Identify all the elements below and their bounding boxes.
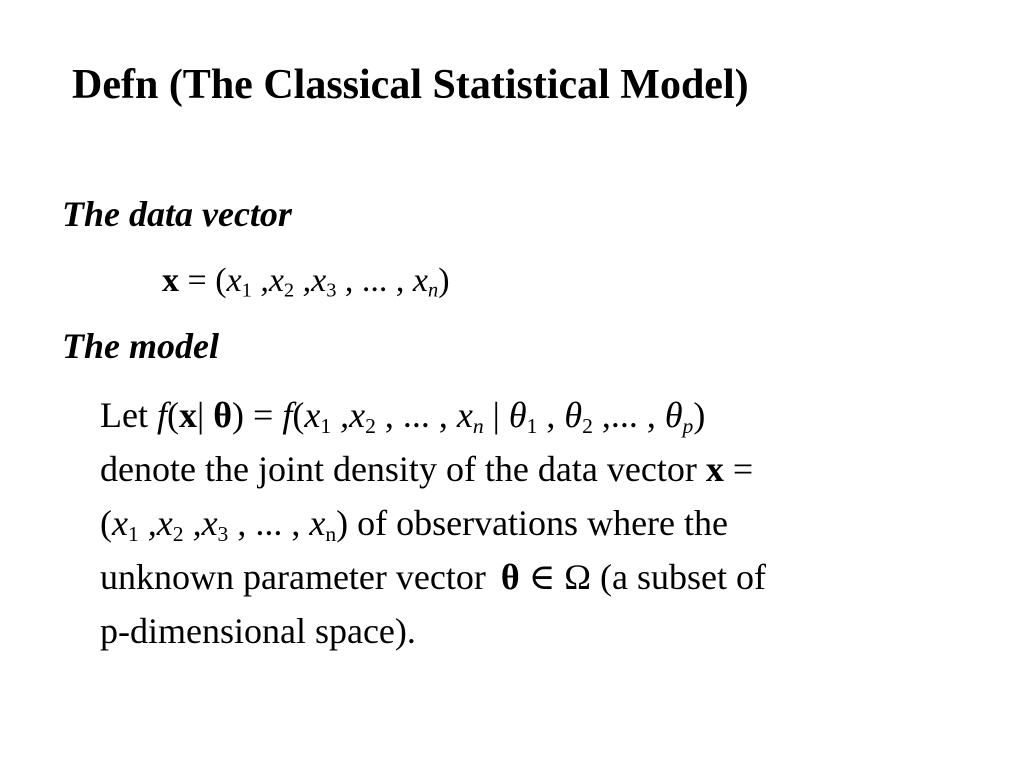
theta-bold: θ xyxy=(213,395,233,435)
x1: x xyxy=(304,395,321,435)
theta-sub-p: p xyxy=(682,414,694,439)
model-description xyxy=(100,388,970,658)
comma: , xyxy=(537,395,565,435)
theta-p: θ xyxy=(664,395,683,435)
model-heading: The model xyxy=(62,326,219,366)
line4-element-of-omega: ∈ Ω xyxy=(519,557,592,597)
data-vector-heading: The data vector xyxy=(62,194,292,234)
x-bold: x xyxy=(179,395,197,435)
sub-1: 1 xyxy=(320,414,332,439)
l3-sub3: 3 xyxy=(217,522,229,547)
xn: x xyxy=(456,395,473,435)
formula-equals: = xyxy=(187,262,207,299)
formula-x3: ,x xyxy=(302,262,327,299)
bar: | xyxy=(197,395,214,435)
line4-rest: (a subset of xyxy=(591,557,767,597)
f-symbol: f xyxy=(156,395,167,435)
line2-x-bold: x xyxy=(705,449,724,489)
theta-1: θ xyxy=(508,395,527,435)
l3-x2: ,x xyxy=(138,503,173,543)
l3-subn: n xyxy=(325,522,337,547)
l3-dots: , ... , xyxy=(228,503,310,543)
close-eq: ) = xyxy=(232,395,283,435)
l3-sub2: 2 xyxy=(172,522,184,547)
slide-title: Defn (The Classical Statistical Model) xyxy=(72,62,749,108)
formula-sub3: 3 xyxy=(326,279,337,302)
let-word: Let xyxy=(100,395,157,435)
formula-x-bold: x xyxy=(162,262,179,299)
theta-2: θ xyxy=(564,395,583,435)
paren: ( xyxy=(167,395,179,435)
dots: , ... , xyxy=(375,395,457,435)
formula-sub2: 2 xyxy=(283,279,295,302)
model-line-3 xyxy=(100,496,970,550)
l3-rest: ) of observations where the xyxy=(336,503,728,543)
paren-2: ( xyxy=(292,395,305,435)
l3-x1: x xyxy=(112,503,128,543)
sub-2: 2 xyxy=(365,414,376,439)
f-symbol-2: f xyxy=(282,395,293,435)
formula-xn: x xyxy=(412,262,428,299)
close-paren: ) xyxy=(693,395,706,435)
l3-sub1: 1 xyxy=(127,522,139,547)
formula-x1: x xyxy=(226,262,242,299)
theta-sub-1: 1 xyxy=(526,414,538,439)
l3-x3: ,x xyxy=(183,503,218,543)
data-vector-formula xyxy=(162,262,450,302)
sub-n: n xyxy=(472,414,484,439)
line4-theta-bold: θ xyxy=(500,557,520,597)
line2-equals: = xyxy=(723,449,754,489)
formula-close-paren: ) xyxy=(438,262,450,299)
comma-dots: ,... , xyxy=(592,395,665,435)
model-line-4 xyxy=(100,550,970,604)
theta-sub-2: 2 xyxy=(582,414,593,439)
model-line-1 xyxy=(100,388,970,442)
line2-text: denote the joint density of the data vector xyxy=(100,449,706,489)
line4-text: unknown parameter vector xyxy=(100,557,495,597)
l3-xn: x xyxy=(309,503,326,543)
model-line-5 xyxy=(100,604,970,658)
formula-x2: ,x xyxy=(260,262,284,299)
formula-open-paren: ( xyxy=(215,262,227,299)
l3-open: ( xyxy=(100,503,112,543)
formula-subn: n xyxy=(428,279,439,302)
line5-text: p-dimensional space). xyxy=(100,611,416,651)
x2: ,x xyxy=(331,395,366,435)
formula-dots: , ... , xyxy=(344,262,405,299)
model-line-2 xyxy=(100,442,970,496)
formula-sub1: 1 xyxy=(241,279,252,302)
bar-2: | xyxy=(483,395,509,435)
